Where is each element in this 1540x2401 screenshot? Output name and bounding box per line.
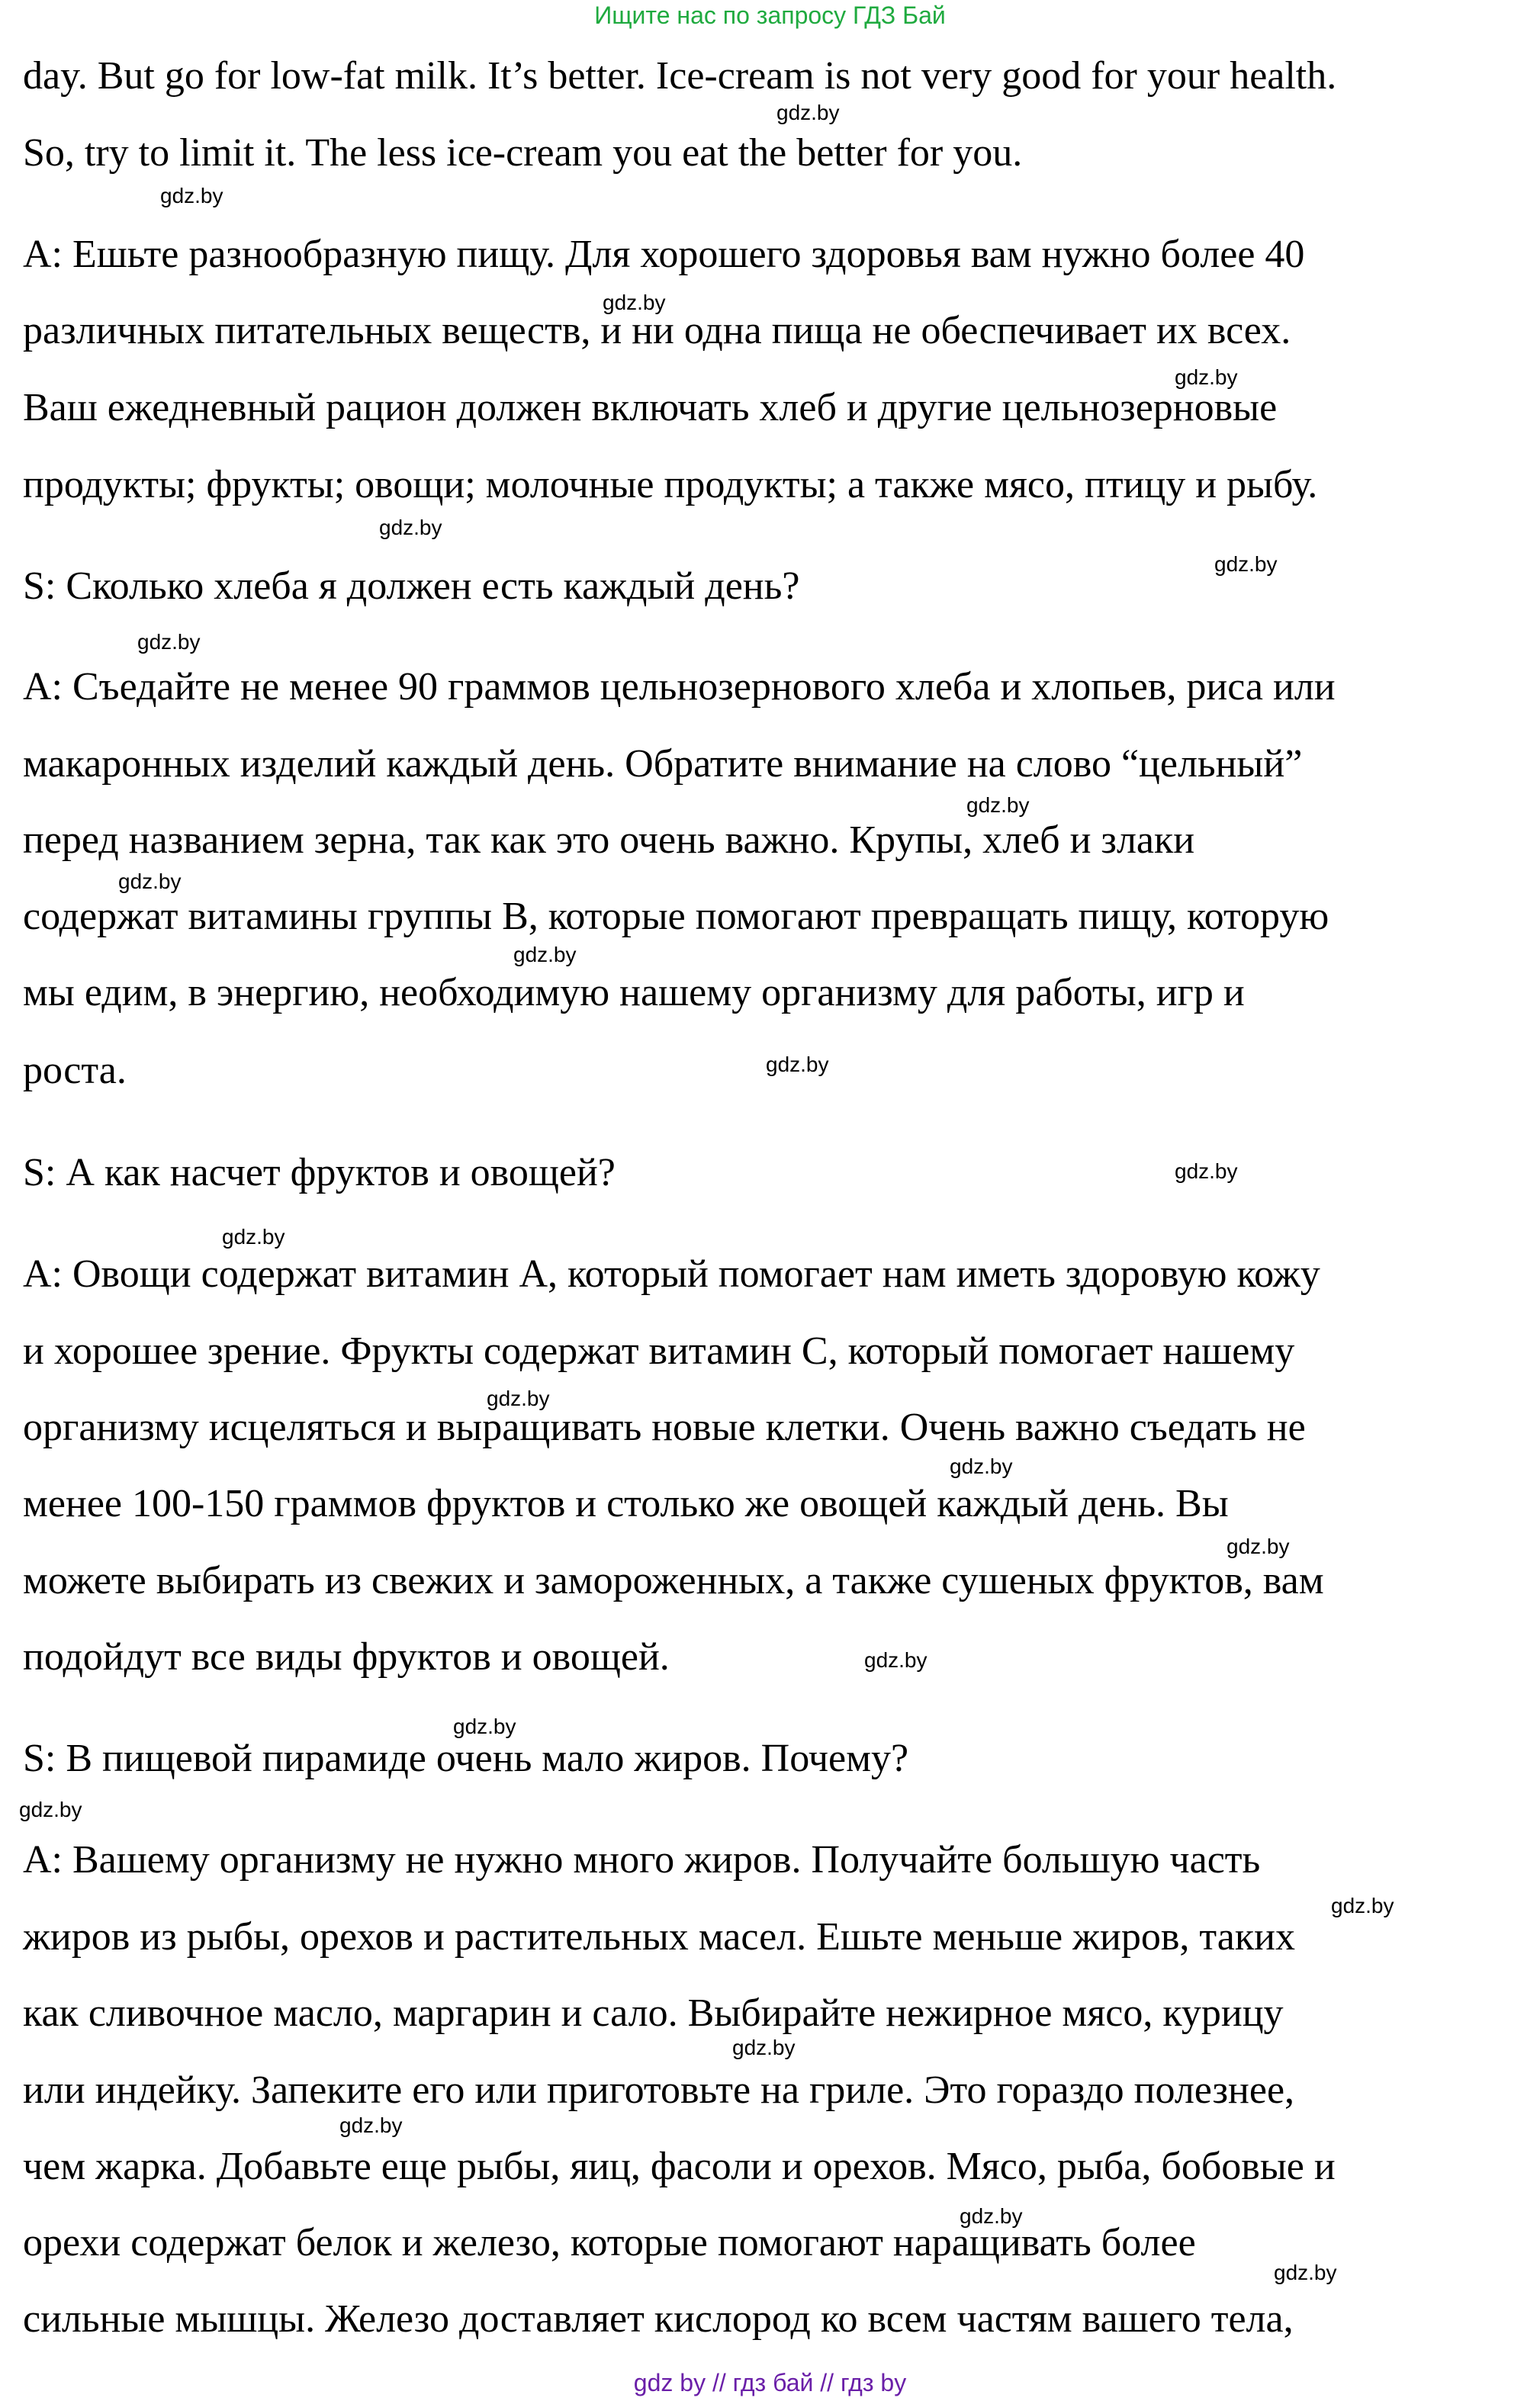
watermark: gdz.by <box>19 1798 82 1821</box>
watermark: gdz.by <box>1214 552 1278 576</box>
watermark: gdz.by <box>966 793 1030 817</box>
text-line: чем жарка. Добавьте еще рыбы, яиц, фасоли и орехов. Мясо, рыба, бобовые и <box>23 2145 1336 2188</box>
text-line: макаронных изделий каждый день. Обратите внимание на слово “цельный” <box>23 742 1303 786</box>
watermark: gdz.by <box>1227 1535 1290 1558</box>
text-line: перед названием зерна, так как это очень важно. Крупы, хлеб и злаки <box>23 818 1195 862</box>
text-line: S: В пищевой пирамиде очень мало жиров. Почему? <box>23 1737 909 1780</box>
header-search-hint: Ищите нас по запросу ГДЗ Бай <box>594 2 946 29</box>
text-line: Ваш ежедневный рацион должен включать хлеб и другие цельнозерновые <box>23 386 1278 429</box>
text-line: как сливочное масло, маргарин и сало. Выбирайте нежирное мясо, курицу <box>23 1991 1284 2035</box>
watermark: gdz.by <box>776 101 840 124</box>
text-line: A: Овощи содержат витамин A, который помогает нам иметь здоровую кожу <box>23 1252 1320 1296</box>
text-line: S: А как насчет фруктов и овощей? <box>23 1151 616 1194</box>
watermark: gdz.by <box>513 943 577 966</box>
watermark: gdz.by <box>118 869 182 893</box>
watermark: gdz.by <box>1175 365 1238 389</box>
footer-links[interactable]: gdz by // гдз бай // гдз by <box>633 2369 907 2396</box>
watermark: gdz.by <box>137 630 201 654</box>
watermark: gdz.by <box>864 1648 928 1672</box>
text-line: S: Сколько хлеба я должен есть каждый день? <box>23 564 800 608</box>
text-line: менее 100-150 граммов фруктов и столько же овощей каждый день. Вы <box>23 1482 1229 1525</box>
text-line: сильные мышцы. Железо доставляет кислород ко всем частям вашего тела, <box>23 2297 1294 2341</box>
text-line: So, try to limit it. The less ice-cream you eat the better for you. <box>23 131 1023 175</box>
watermark: gdz.by <box>1331 1894 1394 1917</box>
text-line: и хорошее зрение. Фрукты содержат витамин C, который помогает нашему <box>23 1329 1295 1373</box>
watermark: gdz.by <box>339 2113 403 2137</box>
watermark: gdz.by <box>222 1225 285 1249</box>
watermark: gdz.by <box>379 516 442 539</box>
watermark: gdz.by <box>950 1454 1013 1478</box>
watermark: gdz.by <box>1274 2261 1337 2284</box>
text-line: подойдут все виды фруктов и овощей. <box>23 1635 670 1679</box>
text-line: A: Ешьте разнообразную пищу. Для хорошего здоровья вам нужно более 40 <box>23 233 1305 276</box>
watermark: gdz.by <box>766 1053 829 1076</box>
watermark: gdz.by <box>160 184 223 207</box>
watermark: gdz.by <box>960 2204 1023 2228</box>
watermark: gdz.by <box>453 1715 516 1738</box>
watermark: gdz.by <box>487 1387 550 1410</box>
text-line: A: Вашему организму не нужно много жиров. Получайте большую часть <box>23 1838 1261 1882</box>
watermark: gdz.by <box>603 291 666 314</box>
text-line: различных питательных веществ, и ни одна пища не обеспечивает их всех. <box>23 309 1291 352</box>
text-line: жиров из рыбы, орехов и растительных масел. Ешьте меньше жиров, таких <box>23 1915 1295 1959</box>
text-line: или индейку. Запеките его или приготовьте на гриле. Это гораздо полезнее, <box>23 2068 1295 2112</box>
text-line: содержат витамины группы B, которые помогают превращать пищу, которую <box>23 895 1329 938</box>
watermark: gdz.by <box>732 2036 796 2059</box>
text-line: можете выбирать из свежих и замороженных, а также сушеных фруктов, вам <box>23 1559 1324 1602</box>
text-line: роста. <box>23 1049 127 1092</box>
watermark: gdz.by <box>1175 1159 1238 1183</box>
text-line: орехи содержат белок и железо, которые помогают наращивать более <box>23 2221 1196 2264</box>
text-line: мы едим, в энергию, необходимую нашему организму для работы, игр и <box>23 971 1245 1014</box>
text-line: организму исцеляться и выращивать новые клетки. Очень важно съедать не <box>23 1406 1306 1449</box>
text-line: day. But go for low-fat milk. It’s better. Ice-cream is not very good for your health. <box>23 54 1337 98</box>
text-line: продукты; фрукты; овощи; молочные продукты; а также мясо, птицу и рыбу. <box>23 463 1318 506</box>
text-line: A: Съедайте не менее 90 граммов цельнозернового хлеба и хлопьев, риса или <box>23 665 1336 709</box>
